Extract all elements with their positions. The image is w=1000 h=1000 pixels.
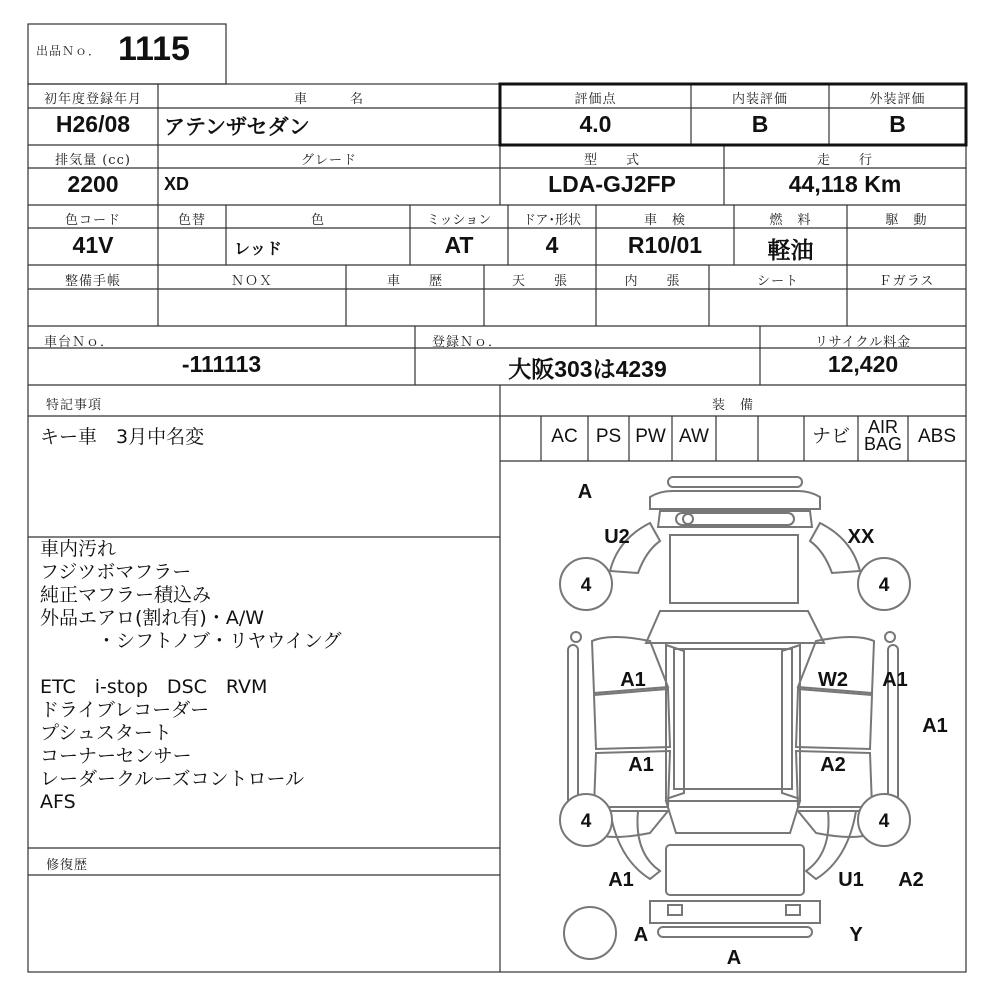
color-label: 色 (310, 213, 325, 228)
chassis-label: 車台Ｎｏ． (44, 335, 115, 350)
notes-list (40, 538, 342, 814)
equipment-item: AW (679, 426, 709, 447)
fuel-value: 軽油 (767, 237, 814, 263)
nox-label: ＮＯＸ (230, 274, 273, 289)
model-value: LDA-GJ2FP (548, 171, 676, 197)
windshield (646, 611, 824, 643)
color-code-value: 41V (72, 232, 114, 258)
rear-window (666, 801, 800, 833)
model-label: 型 式 (583, 153, 640, 168)
roof-label: 天 張 (511, 274, 568, 289)
roof (674, 649, 792, 789)
equipment-item: PW (635, 426, 666, 447)
left-mirror (571, 632, 581, 642)
front-bumper (668, 477, 802, 487)
damage-mark: Y (849, 924, 863, 946)
damage-mark: A (577, 481, 593, 503)
interior-value: B (751, 111, 769, 137)
damage-mark: U2 (604, 526, 630, 548)
reg-date-label: 初年度登録年月 (43, 92, 142, 107)
mileage-value: 44,118 Km (788, 171, 902, 197)
history-label: 車 歴 (386, 274, 443, 289)
manual-label: 整備手帳 (64, 274, 121, 289)
notes-top-line: キー車 3月中名変 (40, 426, 205, 448)
spare-tire (564, 907, 616, 959)
note-line: ・シフトノブ・リヤウイング (40, 630, 342, 652)
equipment-item: AC (551, 426, 578, 447)
score-label: 評価点 (574, 92, 617, 107)
note-line: コーナーセンサー (40, 745, 192, 767)
equipment-label: 装 備 (711, 398, 754, 413)
color-value: レッド (234, 241, 282, 258)
damage-mark: XX (847, 526, 875, 548)
front-bumper-lower (650, 491, 820, 509)
fglass-label: Ｆガラス (878, 274, 935, 289)
damage-mark: A1 (922, 715, 948, 737)
damage-mark: A1 (628, 754, 654, 776)
fuel-label: 燃 料 (769, 213, 812, 228)
car-diagram (500, 461, 966, 972)
drive-label: 駆 動 (885, 213, 928, 228)
inspection-label: 車 検 (643, 213, 686, 228)
tires (560, 558, 910, 846)
recycle-value: 12,420 (827, 351, 899, 377)
equipment-item: ナビ (811, 426, 850, 447)
repair-label: 修復歴 (46, 858, 89, 873)
damage-mark: U1 (838, 869, 864, 891)
mission-label: ミッション (426, 213, 492, 228)
note-line: AFS (40, 791, 76, 813)
rear-bumper-lower (658, 927, 812, 937)
equipment-item: AIR BAG (863, 417, 902, 454)
color-code-label: 色コード (64, 213, 121, 228)
rear-lamp-left (668, 905, 682, 915)
damage-mark: A (633, 924, 649, 946)
tire-tread-rear-right: 4 (878, 811, 890, 832)
right-mirror (885, 632, 895, 642)
damage-mark: A2 (820, 754, 846, 776)
equipment-item: PS (595, 426, 622, 447)
note-line: 純正マフラー積込み (40, 584, 212, 606)
mission-value: AT (444, 232, 474, 258)
rear-lamp-right (786, 905, 800, 915)
note-line: 外品エアロ(割れ有)・A/W (40, 607, 265, 629)
right-front-door (796, 689, 872, 749)
notes-label: 特記事項 (46, 398, 103, 413)
note-line: レーダークルーズコントロール (40, 768, 305, 790)
exterior-label: 外装評価 (869, 92, 926, 107)
left-front-door (594, 689, 670, 749)
damage-mark: A1 (882, 669, 908, 691)
damage-mark: A (726, 947, 742, 969)
damage-mark: A1 (620, 669, 646, 691)
exterior-value: B (889, 111, 906, 137)
mileage-label: 走 行 (816, 153, 873, 168)
note-line: プシュスタート (40, 722, 172, 744)
front-emblem (683, 514, 693, 524)
tire-tread-front-left: 4 (580, 575, 592, 596)
note-line: 車内汚れ (40, 538, 117, 560)
note-line (40, 653, 342, 676)
door-value: 4 (545, 232, 559, 258)
inspection-value: R10/01 (627, 232, 703, 258)
damage-mark: A1 (608, 869, 634, 891)
grade-value: XD (164, 174, 190, 194)
score-value: 4.0 (579, 111, 612, 137)
equipment-item: ABS (917, 426, 957, 447)
displacement-value: 2200 (67, 171, 119, 197)
interior-label: 内装評価 (731, 92, 788, 107)
seat-label: シート (756, 274, 799, 289)
grade-label: グレード (300, 153, 357, 168)
damage-mark: A2 (898, 869, 924, 891)
tire-tread-front-right: 4 (878, 575, 890, 596)
displacement-label: 排気量 (cc) (55, 153, 131, 168)
recycle-label: リサイクル料金 (814, 335, 912, 350)
lot-label: 出品Ｎｏ． (36, 44, 102, 58)
note-line: ETC i-stop DSC RVM (40, 676, 268, 698)
note-line: ドライブレコーダー (40, 699, 210, 721)
door-label: ドア･形状 (522, 213, 582, 228)
left-side-skirt (568, 645, 578, 805)
trunk (666, 845, 804, 895)
tire-tread-rear-left: 4 (580, 811, 592, 832)
chassis-value: -111113 (181, 351, 262, 377)
damage-mark: W2 (818, 669, 848, 691)
note-line: フジツボマフラー (40, 561, 192, 583)
reg-date-value: H26/08 (55, 111, 131, 137)
car-name-label: 車 名 (293, 92, 364, 107)
hood (670, 535, 798, 603)
repaint-label: 色替 (177, 213, 206, 228)
regno-value: 大阪303は4239 (508, 356, 667, 382)
lining-label: 内 張 (624, 274, 681, 289)
regno-label: 登録Ｎｏ． (432, 335, 503, 350)
lot-number: 1115 (118, 30, 190, 68)
car-name-value: アテンザセダン (164, 116, 310, 139)
